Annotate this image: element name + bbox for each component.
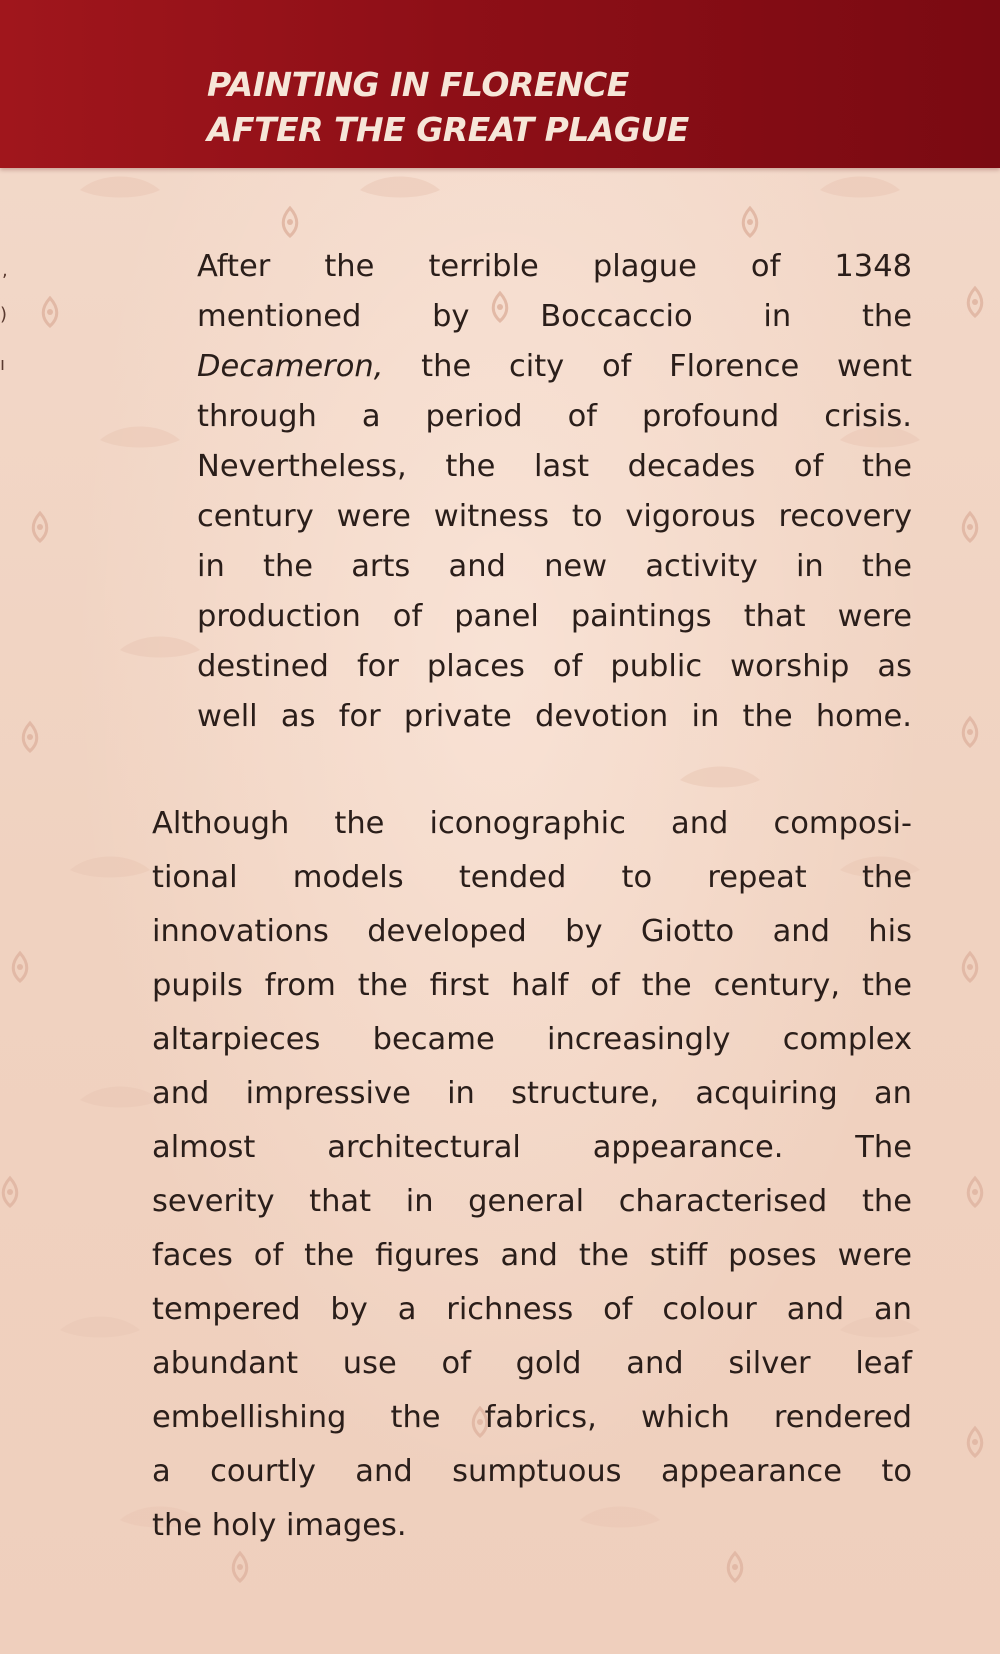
paragraph-line: pupils from the first half of the century, the (152, 968, 912, 1003)
paragraph-line: innovations developed by Giotto and his (152, 914, 912, 949)
paragraph-line: almost architectural appearance. The (152, 1130, 912, 1165)
book-title-decameron: Decameron, (197, 349, 384, 384)
paragraph-line: abundant use of gold and silver leaf (152, 1346, 912, 1381)
paragraph-line: tempered by a richness of colour and an (152, 1292, 912, 1327)
page-title (207, 62, 907, 152)
paragraph-line: well as for private devotion in the home. (197, 699, 912, 734)
paragraph-line: severity that in general characterised the (152, 1184, 912, 1219)
paragraph-line: destined for places of public worship as (197, 649, 912, 684)
paragraph-2 (152, 797, 912, 1553)
paragraph-line: and impressive in structure, acquiring an (152, 1076, 912, 1111)
paragraph-line (197, 342, 912, 392)
paragraph-1 (197, 242, 912, 742)
paragraph-line: through a period of profound crisis. (197, 399, 912, 434)
paragraph-line: Although the iconographic and composi- (152, 806, 912, 841)
paragraph-line: century were witness to vigorous recovery (197, 499, 912, 534)
paragraph-line: altarpieces became increasingly complex (152, 1022, 912, 1057)
edge-mark: , (2, 260, 8, 281)
paragraph-line: Nevertheless, the last decades of the (197, 449, 912, 484)
title-line-1: PAINTING IN FLORENCE (207, 65, 629, 104)
paragraph-line: After the terrible plague of 1348 (197, 249, 912, 284)
paragraph-line: tional models tended to repeat the (152, 860, 912, 895)
paragraph-line: in the arts and new activity in the (197, 549, 912, 584)
title-banner (0, 0, 1000, 168)
paragraph-line: the holy images. (152, 1508, 407, 1543)
paragraph-line: a courtly and sumptuous appearance to (152, 1454, 912, 1489)
paragraph-line: embellishing the fabrics, which rendered (152, 1400, 912, 1435)
paragraph-line-rest: the city of Florence went (421, 349, 912, 384)
paragraph-line: production of panel paintings that were (197, 599, 912, 634)
paragraph-line: mentioned by Boccaccio in the (197, 299, 912, 334)
edge-mark: ) (0, 304, 8, 325)
edge-mark: ı (0, 354, 6, 375)
paragraph-line: faces of the figures and the stiff poses were (152, 1238, 912, 1273)
title-line-2: AFTER THE GREAT PLAGUE (207, 110, 689, 149)
